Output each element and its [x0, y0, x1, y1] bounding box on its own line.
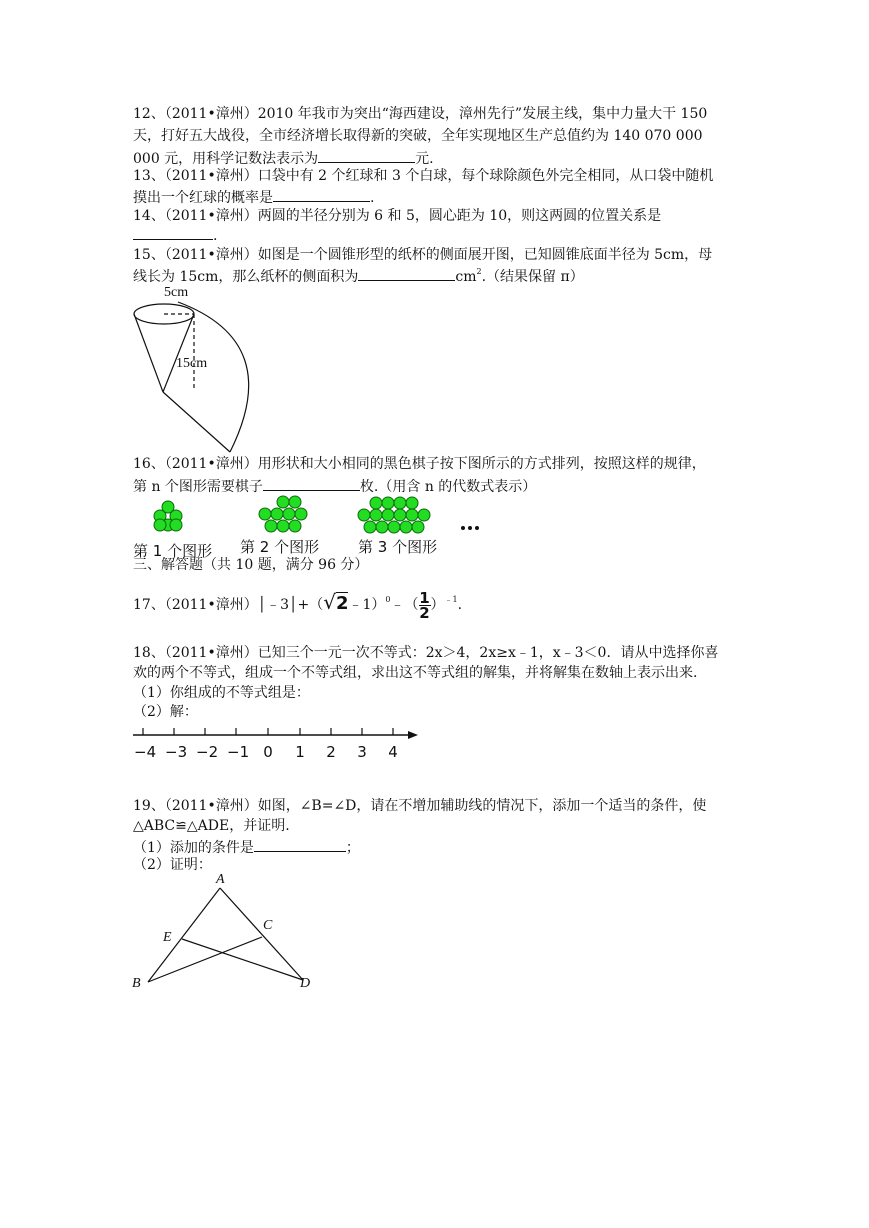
- point-C-label: C: [263, 918, 273, 933]
- q17-abs: │﹣3│+（: [257, 597, 324, 613]
- q12-line1: 12、（2011•漳州）2010 年我市为突出“海西建设，漳州先行”发展主线，集中力量大干 150: [133, 106, 708, 122]
- axis-label: 4: [388, 743, 398, 761]
- q15-unit: cm: [455, 269, 477, 285]
- q16-line1: 16、（2011•漳州）用形状和大小相同的黑色棋子按下图所示的方式排列，按照这样的规律，: [133, 456, 706, 472]
- axis-label: −2: [196, 743, 219, 761]
- q14-text-end: .: [213, 228, 218, 244]
- q17-end: .: [457, 597, 463, 613]
- q15-unit-exponent: 2: [476, 267, 482, 276]
- point-E-label: E: [163, 930, 172, 945]
- q19-text-end: ；: [345, 840, 360, 856]
- fraction-denominator: 2: [419, 603, 430, 622]
- section-title: 三、解答题（共 10 题，满分 96 分）: [133, 557, 369, 573]
- q16-text: 第 n 个图形需要棋子: [133, 479, 263, 495]
- sqrt-radicand: 2: [335, 593, 349, 614]
- q19-line4: （2）证明：: [133, 857, 212, 873]
- q18-line1: 18、（2011•漳州）已知三个一元一次不等式：2x＞4，2x≥x﹣1，x﹣3＜0．请从中选择你喜: [133, 645, 719, 661]
- q19-line1: 19、（2011•漳州）如图，∠B=∠D，请在不增加辅助线的情况下，添加一个适当的条件，使: [133, 798, 707, 814]
- axis-label: −3: [165, 743, 188, 761]
- q12-text-end: 元.: [415, 151, 434, 167]
- q15-line1: 15、（2011•漳州）如图是一个圆锥形型的纸杯的侧面展开图，已知圆锥底面半径为 5cm，母: [133, 247, 713, 263]
- axis-label: 1: [295, 743, 305, 761]
- neg-exponent: ﹣1: [444, 595, 458, 604]
- fig3-label: 第 3 个图形: [358, 538, 438, 556]
- point-D-label: D: [300, 976, 311, 991]
- q19-line2: △ABC≌△ADE，并证明.: [133, 818, 290, 834]
- point-B-label: B: [132, 976, 141, 991]
- q14-line1: 14、（2011•漳州）两圆的半径分别为 6 和 5，圆心距为 10，则这两圆的位置关系是: [133, 208, 662, 224]
- q15-text-end: .（结果保留 π）: [481, 269, 584, 285]
- q19-text: （1）添加的条件是: [133, 840, 254, 856]
- q18-line3: （1）你组成的不等式组是：: [133, 685, 310, 701]
- q13-text: 摸出一个红球的概率是: [133, 190, 273, 206]
- q15-text: 线长为 15cm，那么纸杯的侧面积为: [133, 269, 359, 285]
- q12-line2: 天，打好五大战役，全市经济增长取得新的突破，全年实现地区生产总值约为 140 070 000: [133, 128, 703, 144]
- axis-label: 3: [357, 743, 367, 761]
- q17-prefix: 17、（2011•漳州）: [133, 597, 258, 613]
- q13-line1: 13、（2011•漳州）口袋中有 2 个红球和 3 个白球，每个球除颜色外完全相同，从口袋中随机: [133, 168, 714, 184]
- q17-minus: ﹣: [390, 597, 405, 613]
- fig1-label: 第 1 个图形: [133, 542, 213, 560]
- fraction-numerator: 1: [419, 588, 430, 607]
- axis-label: 0: [263, 743, 273, 761]
- q12-text: 000 元，用科学记数法表示为: [133, 151, 319, 167]
- axis-label: −4: [134, 743, 157, 761]
- cone-radius-label: 5cm: [164, 285, 189, 300]
- cone-slant-label: 15cm: [176, 356, 208, 371]
- axis-label: −1: [227, 743, 250, 761]
- point-A-label: A: [216, 872, 225, 887]
- q18-line2: 欢的两个不等式，组成一个不等式组，求出这不等式组的解集，并将解集在数轴上表示出来.: [133, 665, 698, 681]
- fig2-label: 第 2 个图形: [240, 538, 320, 556]
- q13-text-end: .: [370, 190, 375, 206]
- q16-text-end: 枚.（用含 n 的代数式表示）: [359, 479, 537, 495]
- q17-line: 17、（2011•漳州）│﹣3│+（√2﹣1）$^0$﹣（ $\frac{1}{2}$ ）$^{﹣1}$.: [133, 588, 463, 622]
- q18-line4: （2）解：: [133, 704, 198, 720]
- zero-exponent: 0: [385, 595, 391, 604]
- axis-label: 2: [326, 743, 336, 761]
- sqrt-sign: √: [323, 590, 336, 614]
- q17-after-sqrt: ﹣1）: [348, 597, 386, 613]
